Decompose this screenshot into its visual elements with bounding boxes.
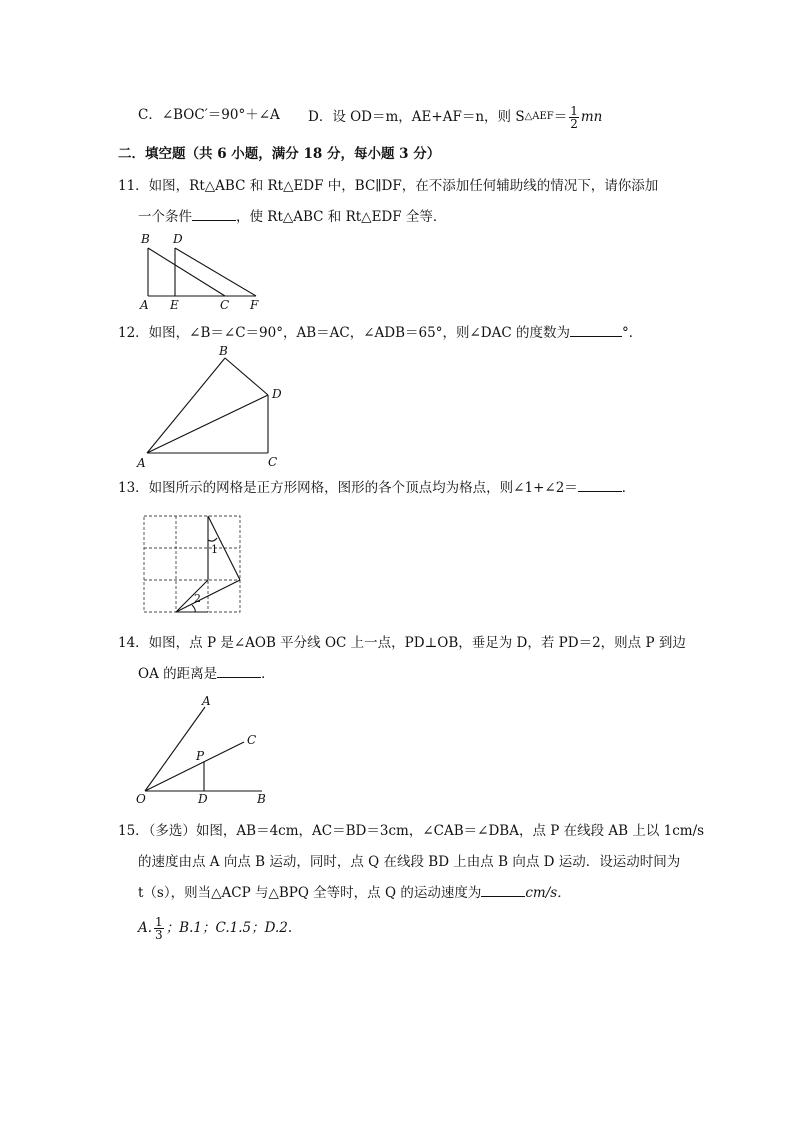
- label-c: C: [247, 733, 257, 747]
- fraction-numerator: 1: [570, 103, 578, 118]
- angle-1-label: 1: [211, 543, 218, 556]
- section-heading: 二．填空题（共 6 小题，满分 18 分，每小题 3 分）: [118, 146, 441, 162]
- q15-text-a: t（s），则当△ACP 与△BPQ 全等时，点 Q 的运动速度为: [138, 885, 482, 901]
- label-a: A: [140, 298, 149, 312]
- q15-options: [138, 912, 292, 944]
- label-c: C: [268, 455, 278, 469]
- q15-line1: 15．（多选）如图，AB＝4cm，AC＝BD＝3cm，∠CAB＝∠DBA，点 P 在线段 AB 上以 1cm/s: [118, 823, 705, 839]
- label-d: D: [198, 792, 208, 806]
- label-a: A: [137, 456, 146, 470]
- q13-text-a: 13．如图所示的网格是正方形网格，图形的各个顶点均为格点，则∠1+∠2＝: [118, 480, 578, 496]
- label-o: O: [136, 792, 146, 806]
- q12-text-b: °．: [621, 325, 643, 341]
- option-d-text: D．设 OD＝m，AE+AF＝n，则 S: [308, 109, 525, 125]
- ray-oc: [145, 742, 244, 791]
- label-b: B: [141, 232, 150, 246]
- q15-option-a-prefix: A.: [138, 920, 153, 936]
- option-d-subscript: △AEF: [524, 111, 554, 122]
- q14-text-a: OA 的距离是: [138, 666, 218, 682]
- fraction-denominator: 3: [155, 927, 163, 942]
- q11-line1: 11．如图，Rt△ABC 和 Rt△EDF 中，BC∥DF，在不添加任何辅助线的情况下，请你添加: [118, 178, 659, 194]
- option-c: C．∠BOC′＝90°＋∠A: [138, 107, 280, 123]
- option-d-equals: ＝: [553, 109, 568, 125]
- label-e: E: [170, 298, 179, 312]
- label-f: F: [250, 298, 259, 312]
- label-a: A: [202, 694, 211, 708]
- q15-options-rest: ；B.1；C.1.5；D.2.: [165, 920, 293, 936]
- label-p: P: [196, 749, 205, 763]
- fraction-numerator: 1: [155, 914, 163, 929]
- q15-answer-blank[interactable]: [481, 884, 525, 897]
- angle-2-label: 2: [194, 592, 201, 605]
- label-d: D: [173, 232, 183, 246]
- option-d-tail: mn: [580, 109, 603, 125]
- q12-text-a: 12．如图，∠B＝∠C＝90°，AB＝AC，∠ADB＝65°，则∠DAC 的度数为: [118, 325, 570, 341]
- fraction-denominator: 2: [570, 116, 578, 131]
- q11-text-b: ，使 Rt△ABC 和 Rt△EDF 全等．: [236, 209, 447, 225]
- q11-text-a: 一个条件: [138, 209, 192, 225]
- label-b: B: [257, 792, 266, 806]
- q14-line1: 14．如图，点 P 是∠AOB 平分线 OC 上一点，PD⊥OB，垂足为 D，若 PD＝2，则点 P 到边: [118, 635, 686, 651]
- label-c: C: [220, 298, 230, 312]
- label-d: D: [272, 387, 282, 401]
- q15-text-b: cm/s．: [525, 885, 571, 901]
- q14-text-b: ．: [261, 666, 275, 682]
- label-b: B: [219, 344, 228, 358]
- q15-line3: [138, 884, 571, 902]
- q13-text-b: ．: [621, 480, 636, 496]
- q15-line2: 的速度由点 A 向点 B 运动，同时，点 Q 在线段 BD 上由点 B 向点 D 运动．设运动时间为: [138, 854, 681, 870]
- fraction-one-third: [154, 916, 164, 941]
